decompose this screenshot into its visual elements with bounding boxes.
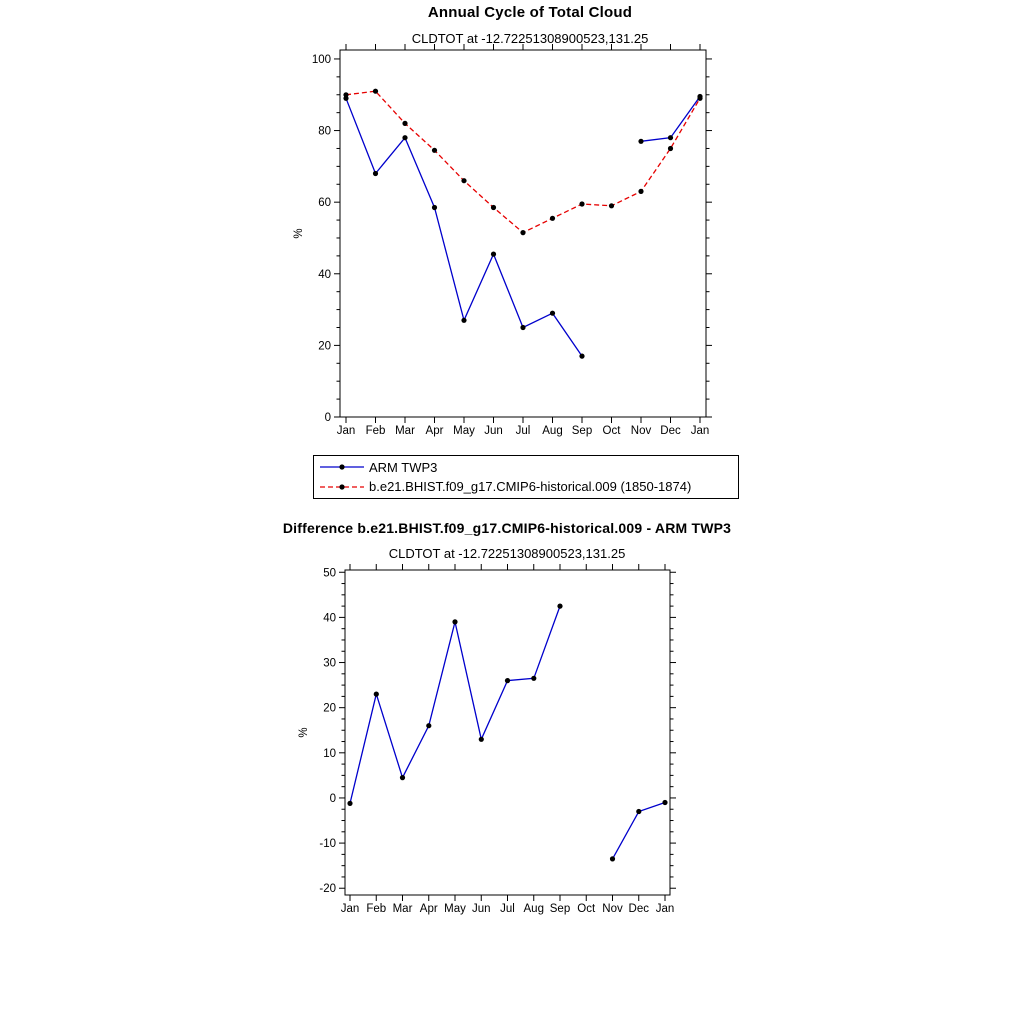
legend-label-obs: ARM TWP3 <box>369 459 438 475</box>
svg-text:Sep: Sep <box>571 425 593 437</box>
svg-text:Mar: Mar <box>395 425 415 437</box>
svg-text:Apr: Apr <box>425 425 444 437</box>
svg-text:Aug: Aug <box>523 903 544 915</box>
series-0 <box>343 94 702 359</box>
bottom-chart-subtitle: CLDTOT at -12.72251308900523,131.25 <box>388 546 626 561</box>
data-point-marker <box>343 92 348 97</box>
svg-text:Jan: Jan <box>690 425 710 437</box>
svg-text:100: 100 <box>311 53 331 66</box>
svg-text:Jun: Jun <box>471 903 491 915</box>
data-point-marker <box>347 801 352 806</box>
svg-text:80: 80 <box>318 125 331 138</box>
data-point-marker <box>432 148 437 153</box>
svg-text:Aug: Aug <box>542 425 563 437</box>
svg-text:Mar: Mar <box>392 903 413 915</box>
data-point-marker <box>550 311 555 316</box>
y-axis-label: % <box>293 228 305 239</box>
data-point-marker <box>579 201 584 206</box>
svg-text:May: May <box>444 903 466 915</box>
data-point-marker <box>557 604 562 609</box>
data-point-marker <box>400 775 405 780</box>
plot-frame <box>345 570 670 895</box>
svg-text:Oct: Oct <box>577 903 596 915</box>
data-point-marker <box>609 203 614 208</box>
svg-text:Jul: Jul <box>500 903 515 915</box>
top-chart-subtitle: CLDTOT at -12.72251308900523,131.25 <box>411 31 649 46</box>
data-point-marker <box>461 318 466 323</box>
svg-text:Oct: Oct <box>602 425 621 437</box>
legend-line-solid-icon <box>319 462 365 472</box>
data-point-marker <box>491 205 496 210</box>
svg-text:Jan: Jan <box>340 903 360 915</box>
data-point-marker <box>432 205 437 210</box>
data-point-marker <box>636 809 641 814</box>
svg-text:20: 20 <box>318 340 331 353</box>
svg-text:Jan: Jan <box>655 903 675 915</box>
svg-text:0: 0 <box>329 792 336 805</box>
svg-text:Nov: Nov <box>602 903 623 915</box>
svg-text:Jul: Jul <box>515 425 531 437</box>
data-point-marker <box>531 676 536 681</box>
series-0 <box>347 604 667 862</box>
data-point-marker <box>426 723 431 728</box>
legend-line-dashed-icon <box>319 482 365 492</box>
svg-text:Apr: Apr <box>419 903 438 915</box>
axis-labels <box>312 54 709 437</box>
data-point-marker <box>520 230 525 235</box>
svg-text:Sep: Sep <box>549 903 571 915</box>
data-point-marker <box>579 354 584 359</box>
series-1 <box>343 89 702 236</box>
data-point-marker <box>638 189 643 194</box>
svg-text:Jan: Jan <box>336 425 356 437</box>
data-point-marker <box>668 146 673 151</box>
legend-box <box>313 455 739 499</box>
data-point-marker <box>610 856 615 861</box>
chart-1 <box>298 564 676 915</box>
legend-item-obs <box>319 459 738 475</box>
data-point-marker <box>479 737 484 742</box>
svg-text:20: 20 <box>323 702 336 715</box>
data-point-marker <box>505 678 510 683</box>
data-point-marker <box>662 800 667 805</box>
axis-labels <box>319 567 674 915</box>
svg-text:60: 60 <box>318 197 331 210</box>
data-point-marker <box>697 96 702 101</box>
svg-text:40: 40 <box>318 268 331 281</box>
svg-text:Nov: Nov <box>630 425 652 437</box>
y-axis-label: % <box>298 727 310 738</box>
svg-text:Feb: Feb <box>365 425 386 437</box>
legend-label-model: b.e21.BHIST.f09_g17.CMIP6-historical.009 (1850-1874) <box>369 479 692 495</box>
top-chart-title: Annual Cycle of Total Cloud <box>427 4 633 21</box>
data-point-marker <box>668 135 673 140</box>
data-point-marker <box>461 178 466 183</box>
bottom-chart-title: Difference b.e21.BHIST.f09_g17.CMIP6-historical.009 - ARM TWP3 <box>282 520 732 536</box>
chart-0 <box>293 44 712 437</box>
data-point-marker <box>491 252 496 257</box>
svg-text:10: 10 <box>323 747 336 760</box>
svg-text:0: 0 <box>324 412 331 424</box>
svg-text:-10: -10 <box>319 838 336 851</box>
svg-text:Jun: Jun <box>484 425 503 437</box>
svg-text:-20: -20 <box>319 883 336 896</box>
data-point-marker <box>373 171 378 176</box>
svg-text:50: 50 <box>323 567 336 580</box>
svg-text:Dec: Dec <box>628 903 649 915</box>
data-point-marker <box>402 135 407 140</box>
data-point-marker <box>520 325 525 330</box>
svg-text:Dec: Dec <box>660 425 681 437</box>
svg-text:May: May <box>453 425 475 437</box>
data-point-marker <box>550 216 555 221</box>
data-point-marker <box>374 692 379 697</box>
data-point-marker <box>402 121 407 126</box>
data-point-marker <box>373 89 378 94</box>
data-point-marker <box>638 139 643 144</box>
svg-text:30: 30 <box>323 657 336 670</box>
legend-item-model <box>319 479 738 495</box>
svg-text:40: 40 <box>323 612 336 625</box>
svg-text:Feb: Feb <box>366 903 387 915</box>
axes-ticks <box>339 564 676 901</box>
data-point-marker <box>452 619 457 624</box>
